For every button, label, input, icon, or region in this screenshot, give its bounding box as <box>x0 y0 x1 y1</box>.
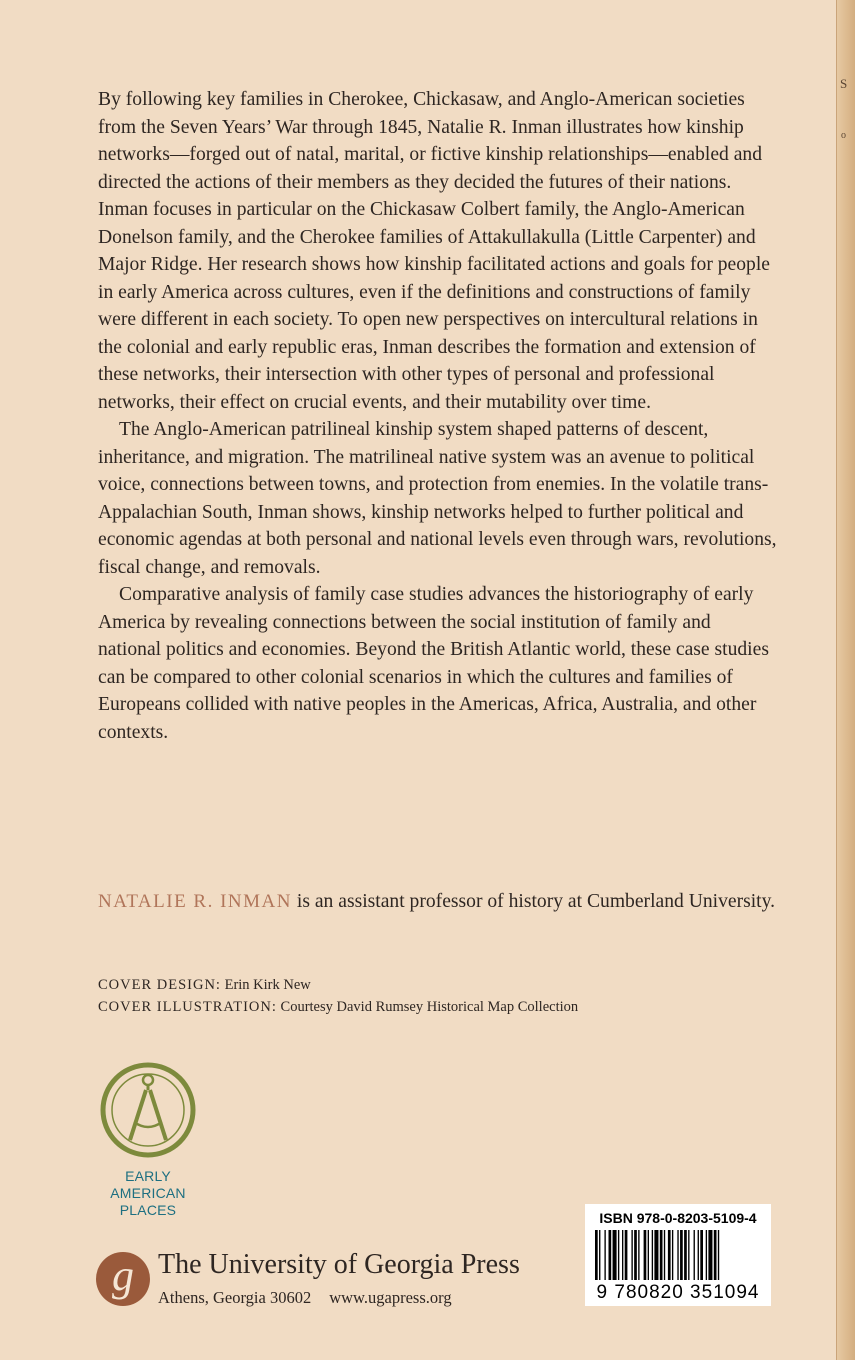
author-bio <box>98 888 778 916</box>
publisher-block <box>96 1247 576 1317</box>
publisher-url: www.ugapress.org <box>329 1288 452 1307</box>
map-mark-o: o <box>841 130 846 141</box>
isbn-digits: 9 780820 351094 <box>596 1282 760 1303</box>
cover-illustration-label: COVER ILLUSTRATION: <box>98 999 277 1015</box>
map-mark-s: S <box>840 76 848 91</box>
cover-design-credit <box>98 974 778 996</box>
book-description <box>98 86 778 746</box>
cover-design-label: COVER DESIGN: <box>98 977 221 993</box>
series-name <box>96 1168 200 1219</box>
description-paragraph-3: Comparative analysis of family case studies advances the historiography of early America by revealing connections between the social institution of family and national politics and economies. Beyond the British Atlantic world, these case studies can be compared to other colonial scenarios in which the cultures and families of Europeans collided with native peoples in the Americas, Africa, Australia, and other contexts. <box>98 584 769 743</box>
cover-illustration-value: Courtesy David Rumsey Historical Map Collection <box>276 999 579 1015</box>
compass-emblem-icon <box>96 1058 200 1162</box>
series-name-line-1: EARLY <box>125 1168 171 1184</box>
isbn-barcode <box>585 1204 771 1306</box>
publisher-address <box>158 1287 452 1309</box>
series-name-line-3: PLACES <box>119 1202 177 1218</box>
series-logo <box>96 1058 200 1219</box>
author-name: NATALIE R. INMAN <box>98 891 292 912</box>
press-logo-icon: g <box>96 1252 150 1306</box>
author-bio-text: is an assistant professor of history at Cumberland University. <box>292 891 776 912</box>
cover-design-value: Erin Kirk New <box>220 977 311 993</box>
description-paragraph-1: By following key families in Cherokee, Chickasaw, and Anglo-American societies from the Seven Years’ War through 1845, Natalie R. Inman illustrates how kinship networks—forged out of natal, marital, or fictive kinship relationships—enabled and directed the actions of their members as they decided the futures of their nations. Inman focuses in particular on the Chickasaw Colbert family, the Anglo-American Donelson family, and the Cherokee families of Attakullakulla (Little Carpenter) and Major Ridge. Her research shows how kinship facilitated actions and goals for people in early America across cultures, even if the definitions and constructions of family were different in each society. To open new perspectives on intercultural relations in the colonial and early republic eras, Inman describes the formation and extension of these networks, their intersection with other types of personal and professional networks, their effect on crucial events, and their mutability over time. <box>98 89 770 413</box>
description-paragraph-2: The Anglo-American patrilineal kinship system shaped patterns of descent, inheritance, and migration. The matrilineal native system was an avenue to political voice, connections between towns, and protection from enemies. In the volatile trans-Appalachian South, Inman shows, kinship networks helped to further political and economic agendas at both personal and national levels even through wars, revolutions, fiscal change, and removals. <box>98 419 777 578</box>
series-name-line-2: AMERICAN <box>110 1185 186 1201</box>
publisher-city: Athens, Georgia 30602 <box>158 1288 312 1307</box>
cover-credits <box>98 974 778 1018</box>
publisher-name: The University of Georgia Press <box>158 1249 520 1280</box>
barcode-icon <box>593 1230 763 1282</box>
isbn-label: ISBN 978-0-8203-5109-4 <box>599 1210 757 1226</box>
cover-illustration-credit <box>98 996 778 1018</box>
spine-map-edge <box>836 0 855 1360</box>
